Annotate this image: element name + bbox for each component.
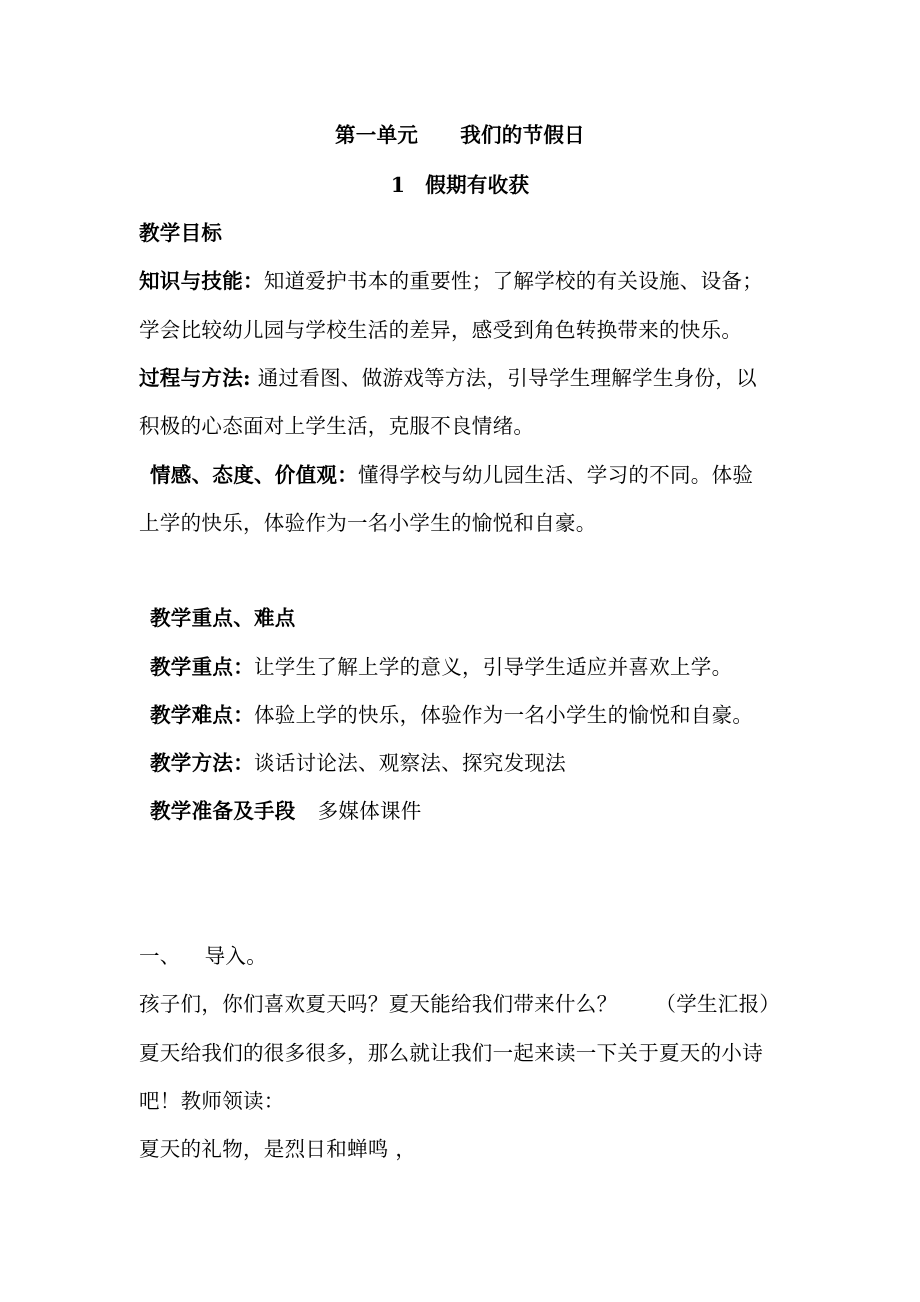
difficulty-line (150, 701, 753, 729)
emotion-line-1 (150, 461, 753, 489)
lesson-name: 假期有收获 (425, 173, 530, 197)
objectives-heading: 教学目标 (139, 221, 223, 245)
lesson-number: 1 (390, 173, 406, 197)
focus-text: 让学生了解上学的意义，引导学生适应并喜欢上学。 (254, 655, 733, 679)
unit-number: 第一单元 (334, 123, 419, 147)
lesson-title (0, 171, 920, 199)
method-line (150, 749, 566, 777)
keypoints-heading: 教学重点、难点 (150, 606, 296, 630)
intro-line-2: 夏天给我们的很多很多，那么就让我们一起来读一下关于夏天的小诗 (139, 1041, 763, 1065)
prep-text: 多媒体课件 (317, 799, 422, 823)
knowledge-line-2: 学会比较幼儿园与学校生活的差异，感受到角色转换带来的快乐。 (139, 318, 743, 342)
prep-line (150, 797, 422, 825)
emotion-label: 情感、态度、价值观： (150, 463, 358, 487)
section-1-heading (139, 942, 267, 970)
process-line-2: 积极的心态面对上学生活，克服不良情绪。 (139, 414, 535, 438)
difficulty-label: 教学难点： (150, 703, 254, 727)
emotion-text-1: 懂得学校与幼儿园生活、学习的不同。体验 (358, 463, 754, 487)
prep-label: 教学准备及手段 (150, 799, 296, 823)
section-1-title: 导入。 (204, 944, 268, 968)
section-1-number: 一、 (139, 944, 181, 968)
method-label: 教学方法： (150, 751, 254, 775)
knowledge-text-1: 知道爱护书本的重要性；了解学校的有关设施、设备； (263, 269, 764, 293)
intro-note: （学生汇报） (655, 992, 781, 1016)
process-line-1 (139, 364, 757, 392)
method-text: 谈话讨论法、观察法、探究发现法 (254, 751, 566, 775)
intro-text-1: 孩子们，你们喜欢夏天吗？夏天能给我们带来什么？ (139, 992, 618, 1016)
emotion-line-2: 上学的快乐，体验作为一名小学生的愉悦和自豪。 (139, 511, 597, 535)
poem-line-1: 夏天的礼物，是烈日和蝉鸣 ， (139, 1137, 417, 1161)
process-text-1: 通过看图、做游戏等方法，引导学生理解学生身份，以 (250, 366, 757, 390)
process-label: 过程与方法: (139, 366, 251, 390)
knowledge-label: 知识与技能： (139, 269, 264, 293)
focus-label: 教学重点： (150, 655, 254, 679)
intro-line-1 (139, 990, 780, 1018)
knowledge-line-1 (139, 267, 763, 295)
focus-line (150, 653, 732, 681)
unit-title (0, 121, 920, 149)
unit-name: 我们的节假日 (460, 123, 585, 147)
intro-line-3: 吧！教师领读： (139, 1089, 285, 1113)
difficulty-text: 体验上学的快乐，体验作为一名小学生的愉悦和自豪。 (254, 703, 754, 727)
